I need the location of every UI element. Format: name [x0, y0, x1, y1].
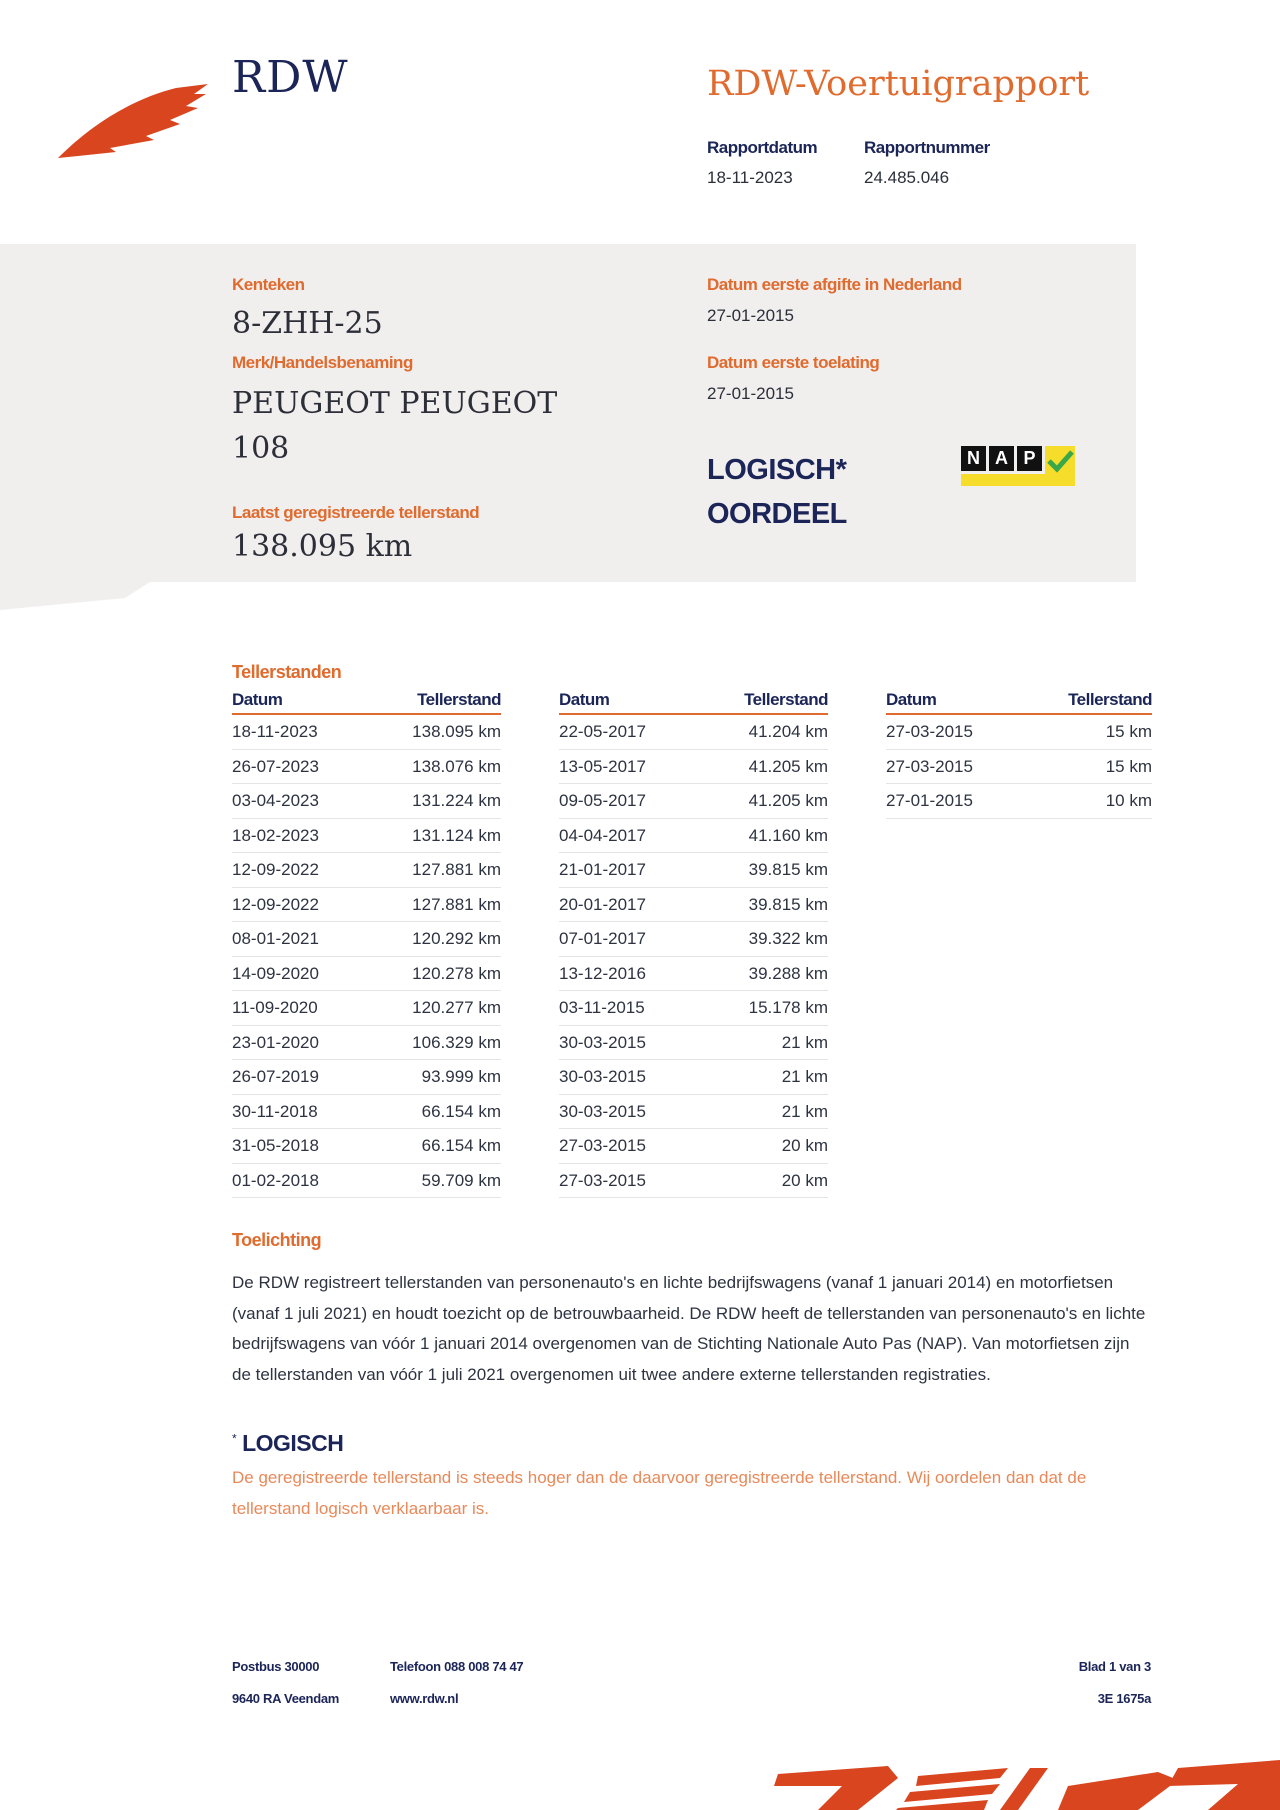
make-line-1: PEUGEOT PEUGEOT: [232, 386, 558, 421]
nap-badge: [961, 446, 1075, 484]
odometer-row: [232, 1095, 501, 1130]
odometer-row: [232, 819, 501, 854]
odometer-rows: [886, 715, 1152, 819]
report-date-label: Rapportdatum: [707, 138, 818, 157]
odometer-date: 12-09-2022: [232, 860, 319, 879]
odometer-row: [559, 784, 828, 819]
odometer-date: 18-11-2023: [232, 722, 318, 741]
odometer-date: 18-02-2023: [232, 825, 319, 845]
odometer-row: [559, 1129, 828, 1164]
odometer-reading: 59.709 km: [421, 1170, 501, 1190]
footer-address: [232, 1651, 339, 1715]
col-reading-header: Tellerstand: [744, 690, 828, 709]
make-line-2: 108: [232, 431, 290, 466]
col-reading-header: Tellerstand: [417, 690, 501, 709]
odometer-reading: 41.160 km: [748, 825, 828, 845]
odometer-date: 27-03-2015: [559, 1136, 646, 1155]
odometer-date: 26-07-2023: [232, 756, 319, 776]
odometer-date: 13-05-2017: [559, 756, 646, 776]
footer-page-number: Blad 1 van 3: [1078, 1659, 1151, 1674]
odometer-row: [559, 1095, 828, 1130]
odometer-reading: 66.154 km: [421, 1136, 501, 1155]
odometer-column-1: [232, 690, 501, 1198]
odometer-reading: 106.329 km: [412, 1032, 501, 1052]
odometer-date: 09-05-2017: [559, 791, 646, 810]
odometer-date: 27-03-2015: [886, 722, 973, 741]
odometer-date: 11-09-2020: [232, 998, 318, 1017]
odometer-reading: 138.076 km: [412, 756, 501, 776]
odometer-reading: 131.224 km: [412, 791, 501, 810]
odometer-reading: 15.178 km: [748, 998, 828, 1017]
legend-title-text: LOGISCH: [242, 1430, 344, 1456]
nap-check-icon: [1045, 446, 1075, 484]
odometer-reading: 39.815 km: [748, 894, 828, 914]
nap-letter: P: [1017, 446, 1042, 471]
odometer-row: [232, 888, 501, 923]
nap-letter: A: [989, 446, 1014, 471]
col-date-header: Datum: [886, 690, 937, 709]
odometer-row: [559, 888, 828, 923]
col-date-header: Datum: [232, 690, 283, 709]
odometer-reading: 20 km: [781, 1170, 828, 1190]
footer-postal-city: 9640 RA Veendam: [232, 1691, 340, 1706]
odometer-row: [232, 1129, 501, 1164]
report-number-label: Rapportnummer: [864, 138, 990, 157]
odometer-date: 08-01-2021: [232, 929, 319, 948]
first-admission-value: 27-01-2015: [707, 384, 794, 403]
odometer-reading: 41.205 km: [748, 756, 828, 776]
footer-contact: [390, 1651, 523, 1715]
odometer-header: [559, 690, 828, 715]
odometer-row: [559, 1164, 828, 1199]
verdict: [707, 448, 847, 536]
report-number-block: [864, 138, 990, 188]
first-issue-nl-value: 27-01-2015: [707, 306, 794, 325]
legend-marker: *: [232, 1431, 237, 1446]
odometer-row: [559, 991, 828, 1026]
odometer-date: 12-09-2022: [232, 894, 319, 914]
odometer-reading: 41.205 km: [748, 791, 828, 810]
report-number: 24.485.046: [864, 168, 950, 187]
odometer-row: [559, 922, 828, 957]
footer-stripes-graphic: [738, 1756, 1280, 1810]
footer-website[interactable]: www.rdw.nl: [390, 1691, 459, 1706]
odometer-reading: 39.322 km: [748, 929, 828, 948]
odometer-title: Tellerstanden: [232, 662, 342, 682]
odometer-date: 03-11-2015: [559, 998, 645, 1017]
odometer-reading: 120.292 km: [412, 929, 501, 948]
odometer-row: [559, 1060, 828, 1095]
legend-body: De geregistreerde tellerstand is steeds hoger dan de daarvoor geregistreerde tellerstand. Wij oordelen dan dat de tellerstand logisch verklaarbaar is.: [232, 1468, 1087, 1518]
odometer-date: 31-05-2018: [232, 1136, 319, 1155]
report-title: RDW-Voertuigrapport: [707, 64, 1090, 104]
odometer-row: [559, 957, 828, 992]
odometer-reading: 15 km: [1105, 722, 1152, 741]
odometer-header: [886, 690, 1152, 715]
first-admission-label: Datum eerste toelating: [707, 353, 880, 372]
odometer-date: 07-01-2017: [559, 929, 646, 948]
odometer-row: [232, 1164, 501, 1199]
footer-doc-code: 3E 1675a: [1097, 1691, 1151, 1706]
last-reading-label: Laatst geregistreerde tellerstand: [232, 503, 480, 522]
odometer-date: 21-01-2017: [559, 860, 646, 879]
odometer-row: [559, 1026, 828, 1061]
odometer-reading: 131.124 km: [412, 825, 501, 845]
col-reading-header: Tellerstand: [1068, 690, 1152, 709]
odometer-reading: 10 km: [1105, 791, 1152, 810]
brand-name: RDW: [232, 52, 349, 103]
odometer-date: 04-04-2017: [559, 825, 646, 845]
odometer-date: 22-05-2017: [559, 722, 646, 741]
odometer-header: [232, 690, 501, 715]
odometer-rows: [559, 715, 828, 1198]
footer-page-info: [1000, 1651, 1151, 1715]
odometer-column-2: [559, 690, 828, 1198]
odometer-reading: 20 km: [781, 1136, 828, 1155]
odometer-row: [886, 750, 1152, 785]
col-date-header: Datum: [559, 690, 610, 709]
report-date: 18-11-2023: [707, 168, 793, 187]
odometer-reading: 138.095 km: [412, 722, 501, 741]
vehicle-summary-panel: [0, 244, 1136, 582]
footer-po-box: Postbus 30000: [232, 1659, 320, 1674]
rdw-logo-icon: [58, 78, 208, 164]
nap-letter: N: [961, 446, 986, 471]
odometer-date: 13-12-2016: [559, 963, 646, 983]
odometer-reading: 15 km: [1105, 756, 1152, 776]
explanation-body: De RDW registreert tellerstanden van personenauto's en lichte bedrijfswagens (vanaf 1 januari 2014) en motorfietsen (vanaf 1 juli 2021) en houdt toezicht op de betrouwbaarheid. De RDW heeft de tellerstanden van personenauto's en lichte bedrijfswagens van vóór 1 januari 2014 overgenomen van de Stichting Nationale Auto Pas (NAP). Van motorfietsen zijn de tellerstanden van vóór 1 juli 2021 overgenomen uit twee andere externe tellerstanden registraties.: [232, 1273, 1146, 1384]
odometer-date: 14-09-2020: [232, 963, 319, 983]
odometer-date: 27-03-2015: [886, 756, 973, 776]
odometer-date: 26-07-2019: [232, 1067, 319, 1086]
odometer-row: [559, 853, 828, 888]
explanation-title: Toelichting: [232, 1230, 322, 1250]
odometer-date: 23-01-2020: [232, 1032, 319, 1052]
odometer-reading: 39.815 km: [748, 860, 828, 879]
odometer-row: [232, 750, 501, 785]
panel-notch: [0, 582, 150, 612]
odometer-row: [232, 715, 501, 750]
plate-label: Kenteken: [232, 275, 305, 294]
report-date-block: [707, 138, 817, 188]
odometer-row: [232, 853, 501, 888]
odometer-date: 30-11-2018: [232, 1101, 318, 1121]
odometer-date: 30-03-2015: [559, 1101, 646, 1121]
legend-title: [232, 1430, 343, 1457]
odometer-reading: 127.881 km: [412, 860, 501, 879]
odometer-date: 27-01-2015: [886, 791, 973, 810]
odometer-reading: 21 km: [781, 1067, 828, 1086]
plate-value: 8-ZHH-25: [232, 306, 383, 341]
odometer-row: [559, 715, 828, 750]
odometer-date: 01-02-2018: [232, 1170, 319, 1190]
odometer-reading: 41.204 km: [748, 722, 828, 741]
odometer-row: [232, 784, 501, 819]
odometer-date: 03-04-2023: [232, 791, 319, 810]
odometer-row: [232, 1060, 501, 1095]
odometer-reading: 93.999 km: [421, 1067, 501, 1086]
footer-phone: Telefoon 088 008 74 47: [390, 1659, 524, 1674]
last-reading-value: 138.095 km: [232, 529, 413, 564]
make-label: Merk/Handelsbenaming: [232, 353, 413, 372]
odometer-reading: 21 km: [781, 1032, 828, 1052]
odometer-reading: 66.154 km: [421, 1101, 501, 1121]
odometer-reading: 21 km: [781, 1101, 828, 1121]
odometer-date: 27-03-2015: [559, 1170, 646, 1190]
odometer-reading: 120.277 km: [412, 998, 501, 1017]
odometer-row: [232, 957, 501, 992]
odometer-row: [232, 1026, 501, 1061]
odometer-date: 30-03-2015: [559, 1067, 646, 1086]
odometer-date: 30-03-2015: [559, 1032, 646, 1052]
odometer-date: 20-01-2017: [559, 894, 646, 914]
odometer-reading: 39.288 km: [748, 963, 828, 983]
verdict-line-2: OORDEEL: [707, 498, 847, 530]
odometer-row: [232, 922, 501, 957]
verdict-line-1: LOGISCH*: [707, 454, 847, 486]
odometer-rows: [232, 715, 501, 1198]
odometer-reading: 127.881 km: [412, 894, 501, 914]
odometer-column-3: [886, 690, 1152, 819]
odometer-row: [559, 750, 828, 785]
odometer-reading: 120.278 km: [412, 963, 501, 983]
odometer-row: [232, 991, 501, 1026]
odometer-row: [559, 819, 828, 854]
odometer-row: [886, 715, 1152, 750]
first-issue-nl-label: Datum eerste afgifte in Nederland: [707, 275, 962, 294]
odometer-row: [886, 784, 1152, 819]
